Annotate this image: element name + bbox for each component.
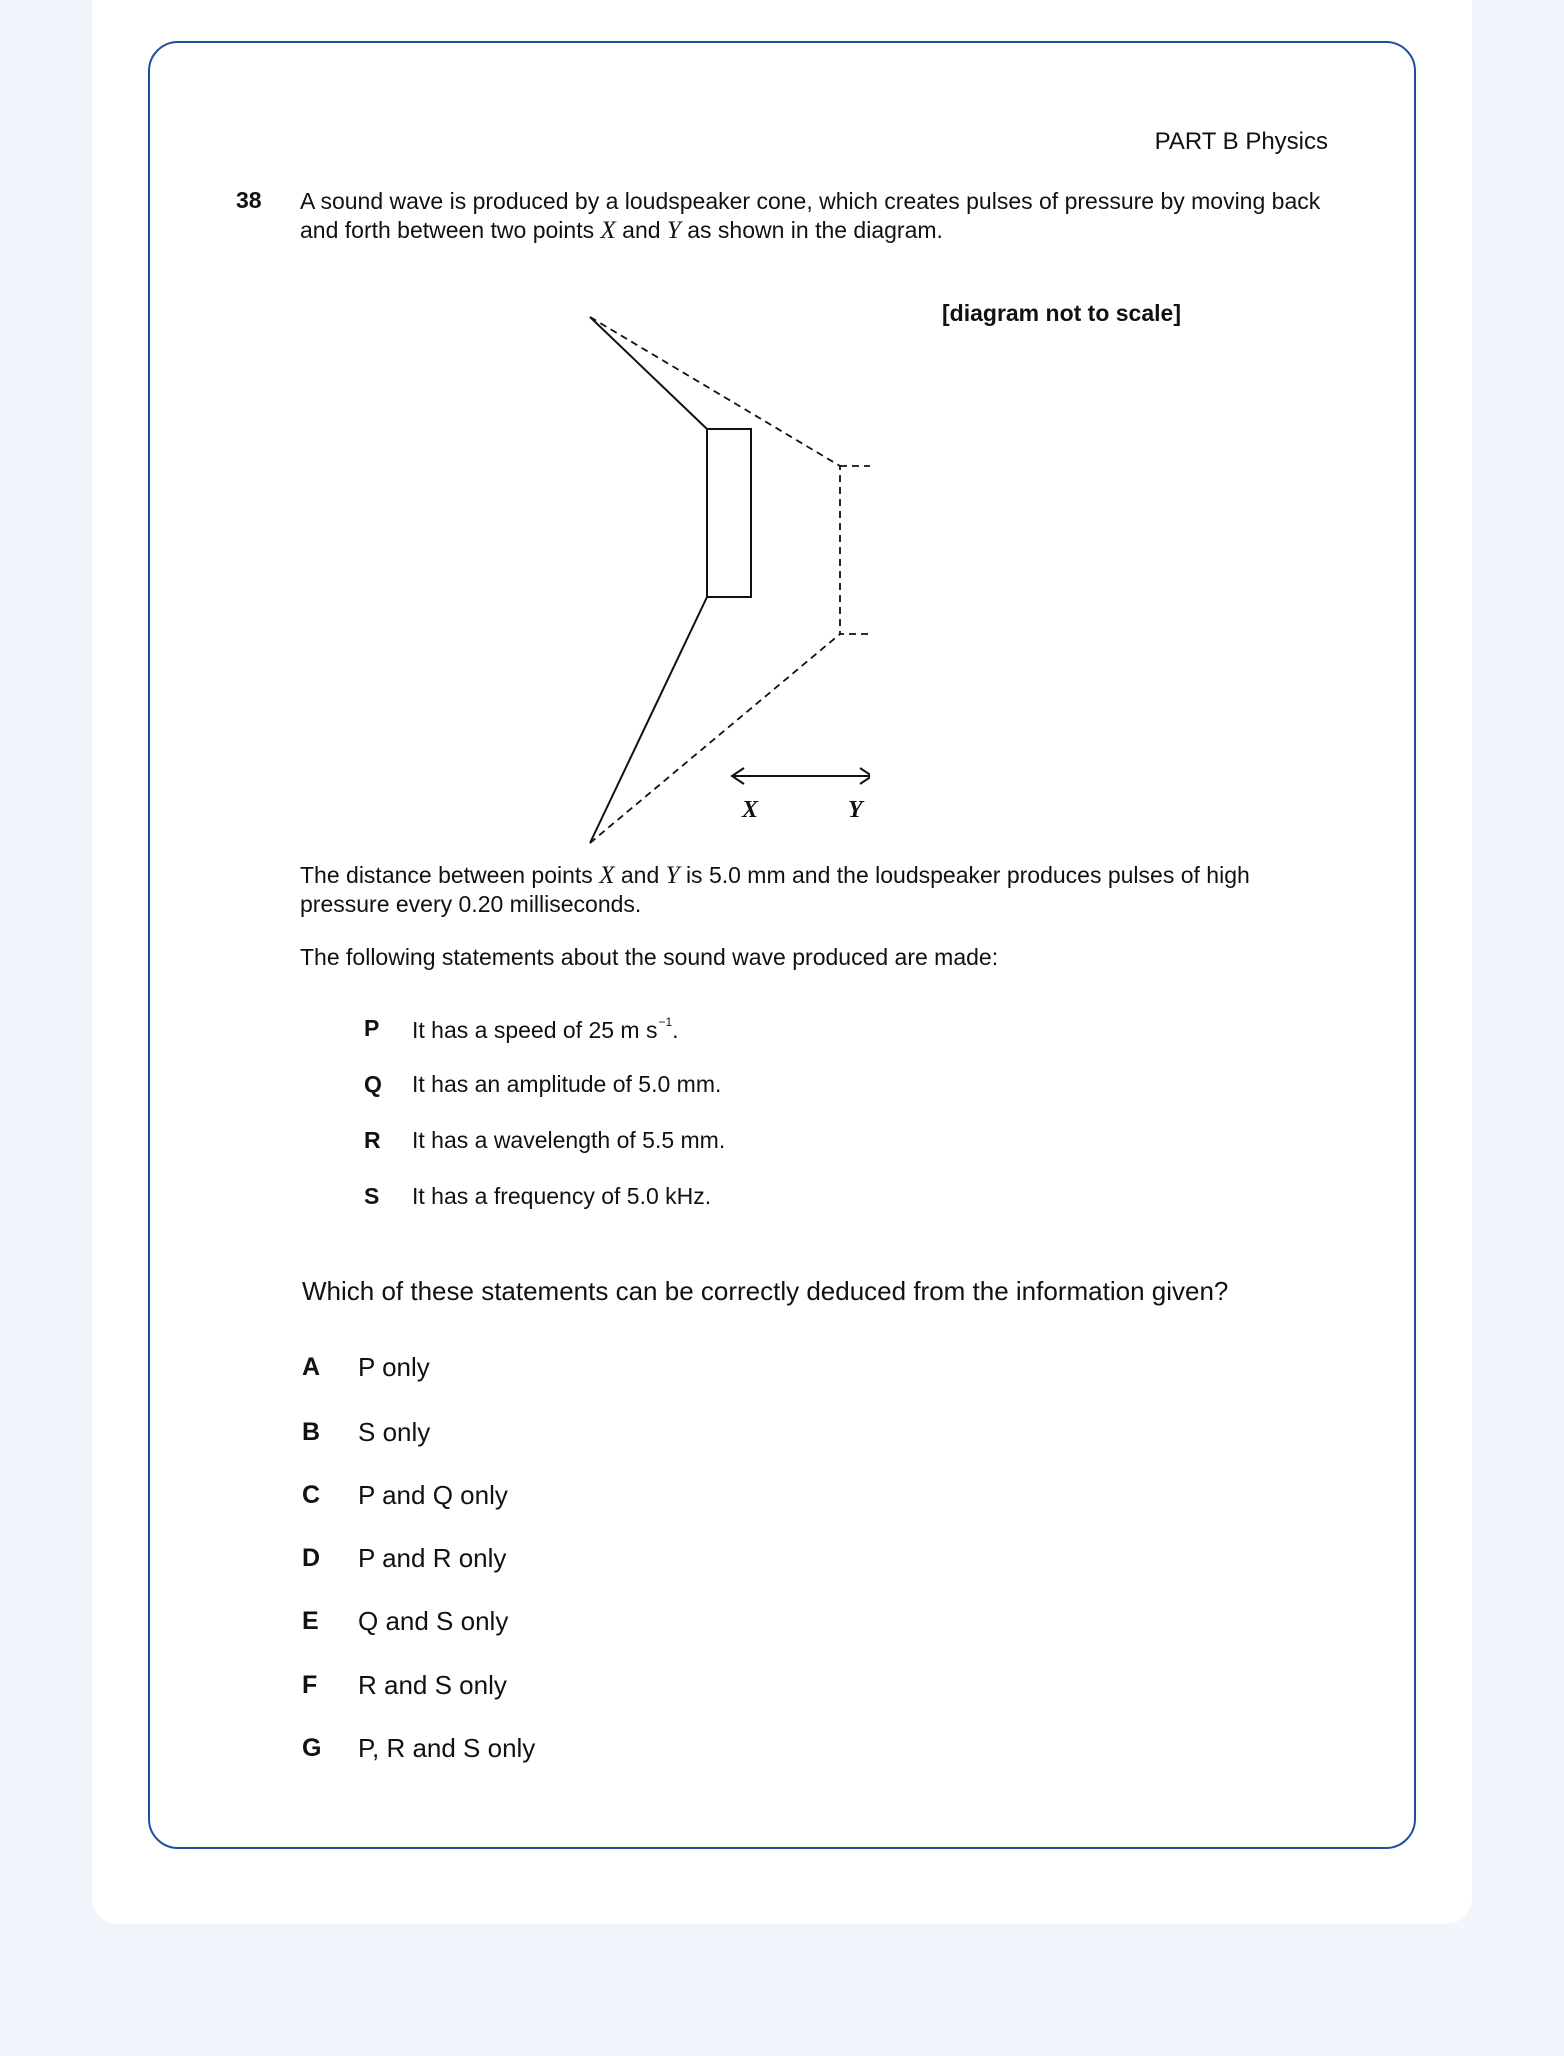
- question-stem: [300, 187, 1340, 245]
- info-text-2: is 5.0 mm and the loudspeaker produces pulses of high pressure every 0.20 milliseconds.: [300, 862, 1250, 917]
- info-variable-x: X: [599, 862, 615, 889]
- statement-p-end: .: [672, 1017, 679, 1043]
- option-text: P and R only: [358, 1543, 507, 1573]
- cone-lower-edge: [590, 597, 707, 843]
- info-and: and: [620, 862, 660, 888]
- cone-body-x: [707, 429, 751, 597]
- stem-text-2: as shown in the diagram.: [687, 217, 943, 243]
- loudspeaker-diagram: [550, 299, 870, 859]
- option-text: P, R and S only: [358, 1733, 536, 1763]
- option-letter: F: [302, 1671, 318, 1699]
- stem-and: and: [622, 217, 661, 243]
- cone-upper-edge-dashed: [590, 317, 840, 466]
- option-letter: D: [302, 1544, 321, 1572]
- variable-y: Y: [666, 217, 681, 244]
- question-number: 38: [236, 187, 262, 213]
- statement-letter: P: [364, 1015, 380, 1041]
- statement-text: It has a frequency of 5.0 kHz.: [412, 1183, 712, 1209]
- variable-x: X: [600, 217, 616, 244]
- option-letter: G: [302, 1734, 322, 1762]
- question-prompt: Which of these statements can be correctly deduced from the information given?: [302, 1276, 1229, 1306]
- statement-text: It has a wavelength of 5.5 mm.: [412, 1127, 726, 1153]
- option-letter: C: [302, 1481, 321, 1509]
- unit-exponent: −1: [658, 1015, 673, 1029]
- option-letter: A: [302, 1353, 321, 1381]
- option-letter: B: [302, 1418, 321, 1446]
- statement-text: It has an amplitude of 5.0 mm.: [412, 1071, 722, 1097]
- info-variable-y: Y: [665, 862, 680, 889]
- option-text: R and S only: [358, 1670, 507, 1700]
- section-header: PART B Physics: [1154, 128, 1328, 155]
- statement-p-text: It has a speed of 25 m s: [412, 1017, 658, 1043]
- diagram-note: [diagram not to scale]: [942, 300, 1181, 326]
- option-text: P only: [358, 1352, 430, 1382]
- info-paragraph: [300, 861, 1340, 919]
- label-y: Y: [848, 797, 863, 823]
- statement-letter: Q: [364, 1071, 382, 1097]
- cone-lower-edge-dashed: [590, 634, 840, 843]
- label-x: X: [742, 797, 759, 823]
- statement-letter: R: [364, 1127, 381, 1153]
- statements-intro: The following statements about the sound wave produced are made:: [300, 944, 999, 970]
- statement-text: [412, 1015, 679, 1044]
- question-card: [148, 41, 1416, 1849]
- option-letter: E: [302, 1607, 319, 1635]
- option-text: Q and S only: [358, 1606, 509, 1636]
- statement-letter: S: [364, 1183, 380, 1209]
- option-text: S only: [358, 1417, 431, 1447]
- cone-upper-edge: [590, 317, 707, 429]
- info-text-1: The distance between points: [300, 862, 593, 888]
- cone-body-y: [840, 466, 870, 634]
- stem-text-1: A sound wave is produced by a loudspeaker cone, which creates pulses of pressure by moving back and forth between two points: [300, 188, 1321, 243]
- option-text: P and Q only: [358, 1480, 508, 1510]
